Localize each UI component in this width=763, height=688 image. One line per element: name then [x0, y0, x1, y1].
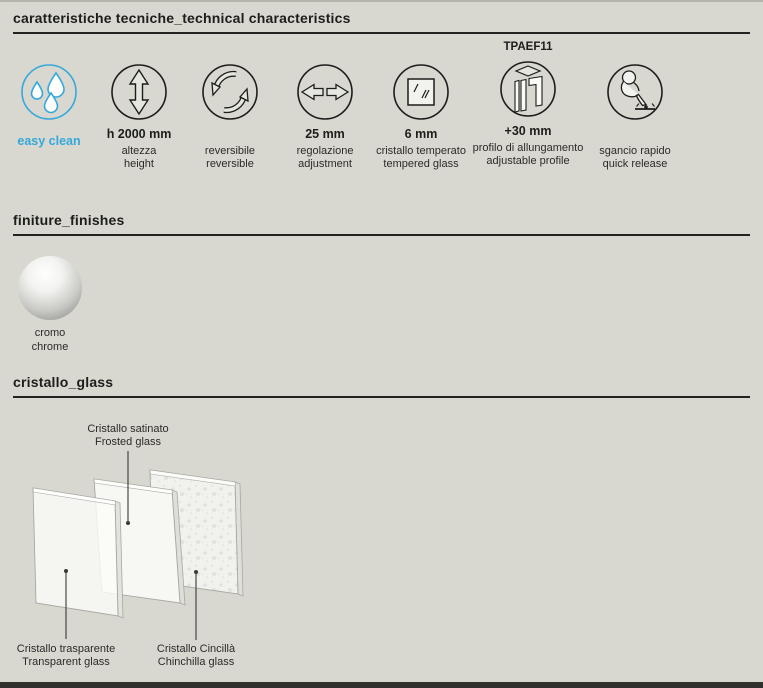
- chinchilla-glass-label-it: Cristallo Cincillà: [156, 643, 236, 655]
- extension-profile-icon: [499, 60, 557, 118]
- frosted-glass-label-en: Frosted glass: [94, 435, 162, 448]
- tech-item-adjustment: [280, 44, 370, 171]
- extension-profile-label-en: adjustable profile: [486, 155, 570, 167]
- quick-release-hand-icon: [606, 63, 664, 121]
- tempered-glass-icon: [392, 63, 450, 121]
- extension-profile-value: +30 mm: [504, 124, 552, 138]
- transparent-glass-label-it: Cristallo trasparente: [16, 643, 116, 655]
- finish-name-en: chrome: [31, 340, 69, 353]
- adjustment-label-en: adjustment: [298, 158, 352, 170]
- tech-item-quick-release: [580, 44, 690, 171]
- tempered-glass-label-it: cristallo temperato: [376, 145, 466, 157]
- product-code: TPAEF11: [503, 41, 553, 53]
- chinchilla-glass-label-en: Chinchilla glass: [157, 655, 235, 668]
- frosted-glass-label-it: Cristallo satinato: [87, 423, 169, 435]
- height-label-it: altezza: [121, 145, 157, 157]
- tempered-glass-label-en: tempered glass: [383, 158, 459, 170]
- extension-profile-label-it: profilo di allungamento: [472, 142, 584, 154]
- tempered-glass-value: 6 mm: [404, 127, 438, 141]
- height-value: h 2000 mm: [106, 127, 172, 141]
- adjustment-label-it: regolazione: [296, 145, 354, 157]
- reversible-label-en: reversible: [206, 158, 254, 170]
- reversible-arrows-icon: [201, 63, 259, 121]
- glass-section-title: cristallo_glass: [13, 374, 750, 398]
- height-arrow-icon: [110, 63, 168, 121]
- adjustment-value: 25 mm: [305, 127, 345, 141]
- page-bottom-bar: [0, 682, 763, 688]
- tech-item-extension-profile: [463, 41, 593, 168]
- chrome-finish-swatch: [18, 256, 82, 320]
- quick-release-label-en: quick release: [602, 158, 668, 170]
- transparent-glass-panel: [33, 488, 123, 618]
- quick-release-label-it: sgancio rapido: [599, 145, 671, 157]
- finishes-section-title: finiture_finishes: [13, 212, 750, 236]
- page-top-edge: [0, 0, 763, 2]
- technical-section-title: caratteristiche tecniche_technical characteristics: [13, 10, 750, 34]
- tech-item-tempered-glass: [363, 44, 479, 171]
- horizontal-arrows-icon: [296, 63, 354, 121]
- height-label-en: height: [124, 158, 154, 170]
- finish-name-it: cromo: [34, 327, 66, 339]
- tech-item-easy-clean: [4, 44, 94, 148]
- transparent-glass-label-en: Transparent glass: [22, 655, 110, 668]
- easy-clean-label: easy clean: [17, 134, 81, 148]
- glass-types-diagram: [25, 420, 265, 655]
- tech-item-reversible: [185, 44, 275, 171]
- reversible-label-it: reversibile: [204, 145, 256, 157]
- tech-item-height: [94, 44, 184, 171]
- water-drops-icon: [20, 63, 78, 121]
